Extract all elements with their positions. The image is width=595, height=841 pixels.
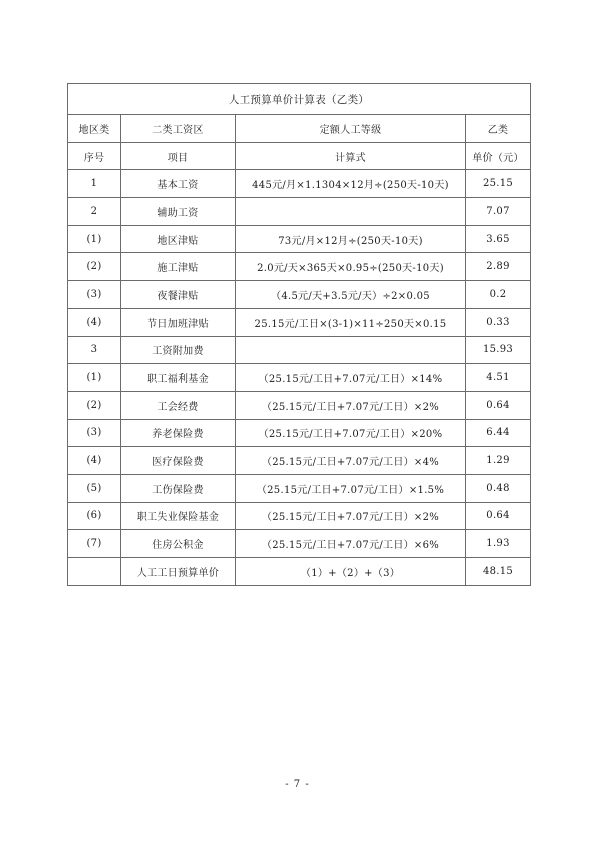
page-number: - 7 - — [285, 779, 310, 790]
row-formula-cell: 73元/月×12月÷(250天-10天) — [236, 225, 466, 253]
row-item-cell: 工资附加费 — [121, 336, 236, 364]
row-price-cell: 0.64 — [466, 391, 531, 419]
table-row — [68, 170, 531, 198]
row-seq-cell: 1 — [68, 170, 121, 198]
row-item-cell: 职工失业保险基金 — [121, 502, 236, 530]
row-price-cell: 25.15 — [466, 170, 531, 198]
row-formula-cell: （25.15元/工日+7.07元/工日）×2% — [236, 391, 466, 419]
table-row — [68, 558, 531, 586]
row-seq-cell: (4) — [68, 308, 121, 336]
row-seq-cell: (3) — [68, 419, 121, 447]
row-item-cell: 基本工资 — [121, 170, 236, 198]
row-seq-cell: (3) — [68, 281, 121, 309]
row-price-cell: 2.89 — [466, 253, 531, 281]
row-item-cell: 施工津贴 — [121, 253, 236, 281]
row-price-cell: 0.33 — [466, 308, 531, 336]
row-price-cell: 1.93 — [466, 530, 531, 558]
row-formula-cell: （25.15元/工日+7.07元/工日）×1.5% — [236, 474, 466, 502]
row-item-cell: 住房公积金 — [121, 530, 236, 558]
row-seq-cell: (1) — [68, 364, 121, 392]
row-price-cell: 0.2 — [466, 281, 531, 309]
table-row — [68, 308, 531, 336]
table-row — [68, 530, 531, 558]
table-row — [68, 336, 531, 364]
row-item-cell: 地区津贴 — [121, 225, 236, 253]
row-formula-cell: （25.15元/工日+7.07元/工日）×4% — [236, 447, 466, 475]
row-formula-cell: 445元/月×1.1304×12月÷(250天-10天) — [236, 170, 466, 198]
row-item-cell: 工伤保险费 — [121, 474, 236, 502]
row-price-cell: 4.51 — [466, 364, 531, 392]
table-row — [68, 391, 531, 419]
table-row — [68, 225, 531, 253]
row-formula-cell: （1）+（2）+（3） — [236, 558, 466, 586]
table-row — [68, 198, 531, 226]
header-cell: 定额人工等级 — [236, 115, 466, 143]
row-seq-cell: (6) — [68, 502, 121, 530]
row-formula-cell: 25.15元/工日×(3-1)×11÷250天×0.15 — [236, 308, 466, 336]
row-seq-cell: 3 — [68, 336, 121, 364]
row-formula-cell: （25.15元/工日+7.07元/工日）×20% — [236, 419, 466, 447]
row-price-cell: 3.65 — [466, 225, 531, 253]
table-title: 人工预算单价计算表（乙类） — [68, 84, 531, 115]
row-formula-cell — [236, 336, 466, 364]
table-header-row — [68, 115, 531, 143]
row-item-cell: 辅助工资 — [121, 198, 236, 226]
table-title-row — [68, 84, 531, 115]
row-formula-cell: （25.15元/工日+7.07元/工日）×14% — [236, 364, 466, 392]
row-item-cell: 医疗保险费 — [121, 447, 236, 475]
table-row — [68, 474, 531, 502]
table-row — [68, 364, 531, 392]
row-price-cell: 7.07 — [466, 198, 531, 226]
row-formula-cell: 2.0元/天×365天×0.95÷(250天-10天) — [236, 253, 466, 281]
row-item-cell: 节日加班津贴 — [121, 308, 236, 336]
row-formula-cell: （25.15元/工日+7.07元/工日）×6% — [236, 530, 466, 558]
labor-unit-price-table — [67, 83, 531, 586]
table-row — [68, 281, 531, 309]
header-cell: 二类工资区 — [121, 115, 236, 143]
table-row — [68, 447, 531, 475]
row-seq-cell: (7) — [68, 530, 121, 558]
row-price-cell: 1.29 — [466, 447, 531, 475]
header-cell: 序号 — [68, 142, 121, 170]
table-row — [68, 253, 531, 281]
header-cell: 单价（元） — [466, 142, 531, 170]
table-body — [68, 84, 531, 586]
row-seq-cell: 2 — [68, 198, 121, 226]
row-seq-cell: (5) — [68, 474, 121, 502]
table-row — [68, 502, 531, 530]
row-item-cell: 夜餐津贴 — [121, 281, 236, 309]
row-price-cell: 6.44 — [466, 419, 531, 447]
header-cell: 项目 — [121, 142, 236, 170]
row-formula-cell: （25.15元/工日+7.07元/工日）×2% — [236, 502, 466, 530]
row-seq-cell — [68, 558, 121, 586]
row-price-cell: 0.48 — [466, 474, 531, 502]
row-formula-cell — [236, 198, 466, 226]
header-cell: 地区类 — [68, 115, 121, 143]
row-seq-cell: (4) — [68, 447, 121, 475]
row-item-cell: 职工福利基金 — [121, 364, 236, 392]
row-price-cell: 48.15 — [466, 558, 531, 586]
header-cell: 乙类 — [466, 115, 531, 143]
row-price-cell: 15.93 — [466, 336, 531, 364]
row-item-cell: 人工工日预算单价 — [121, 558, 236, 586]
row-seq-cell: (2) — [68, 391, 121, 419]
table-header-row — [68, 142, 531, 170]
header-cell: 计算式 — [236, 142, 466, 170]
row-seq-cell: (1) — [68, 225, 121, 253]
row-item-cell: 养老保险费 — [121, 419, 236, 447]
row-price-cell: 0.64 — [466, 502, 531, 530]
row-seq-cell: (2) — [68, 253, 121, 281]
row-item-cell: 工会经费 — [121, 391, 236, 419]
row-formula-cell: （4.5元/天+3.5元/天）÷2×0.05 — [236, 281, 466, 309]
table-row — [68, 419, 531, 447]
